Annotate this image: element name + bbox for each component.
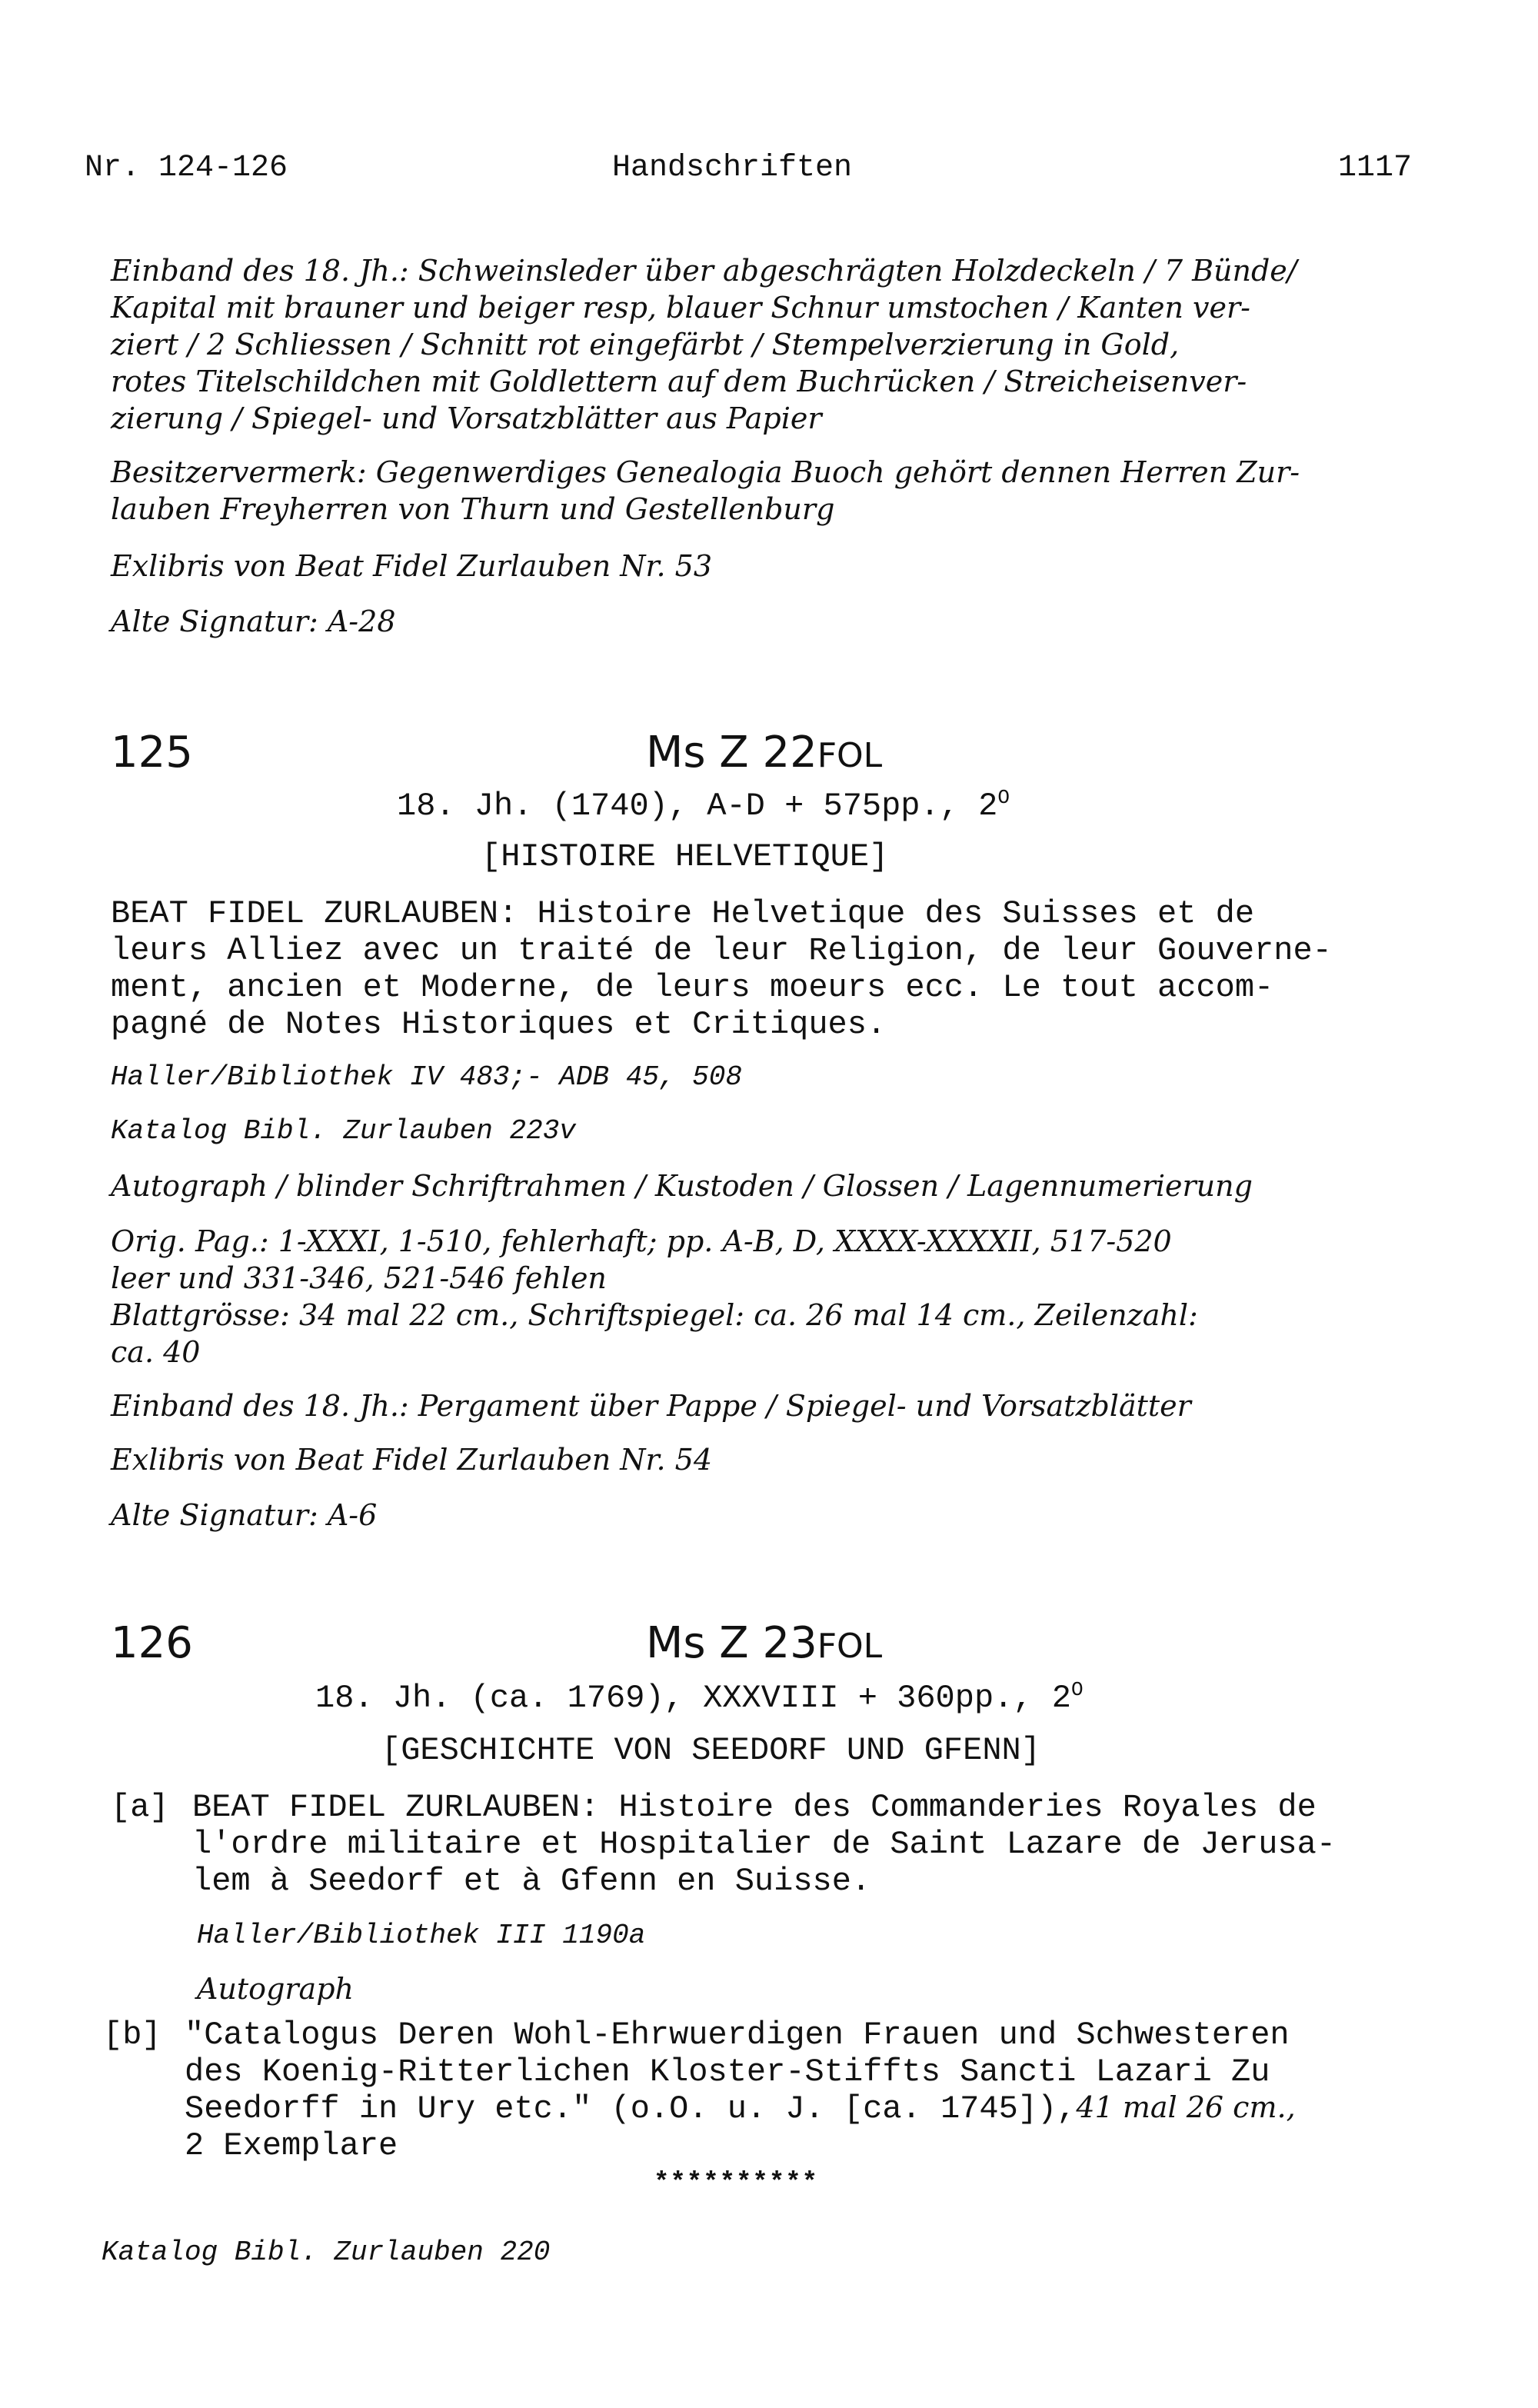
item-b-line (185, 2090, 1296, 2127)
literature-reference: Haller/Bibliothek IV 483;- ADB 45, 508 (111, 1061, 742, 1093)
exlibris-note: Exlibris von Beat Fidel Zurlauben Nr. 54 (111, 1443, 713, 1477)
shelfmark (646, 728, 882, 778)
item-label: [a] (111, 1789, 169, 1826)
footer-catalog-reference: Katalog Bibl. Zurlauben 220 (102, 2236, 551, 2268)
description-line: pagné de Notes Historiques et Critiques. (111, 1006, 887, 1043)
old-shelfmark: Alte Signatur: A-6 (111, 1498, 378, 1532)
section-separator: ********** (654, 2169, 819, 2198)
description-line: ment, ancien et Moderne, de leurs moeurs ecc. Le tout accom- (111, 969, 1274, 1006)
entry-number: 126 (111, 1618, 193, 1668)
ownership-note-line: Besitzervermerk: Gegenwerdiges Genealogia Buoch gehört dennen Herren Zur- (111, 455, 1300, 489)
item-b-line-text: Seedorff in Ury etc." (o.O. u. J. [ca. 1745]), (185, 2090, 1077, 2127)
item-a-line: lem à Seedorf et à Gfenn en Suisse. (192, 1863, 871, 1900)
ownership-note-line: lauben Freyherren von Thurn und Gestellenburg (111, 492, 835, 526)
catalog-reference: Katalog Bibl. Zurlauben 223v (111, 1115, 576, 1147)
description-line: leurs Alliez avec un traité de leur Religion, de leur Gouverne- (111, 932, 1332, 969)
autograph-note: Autograph (197, 1972, 355, 2006)
date-extent-line (397, 788, 1010, 824)
binding-line: Kapital mit brauner und beiger resp, blauer Schnur umstochen / Kanten ver- (111, 291, 1250, 325)
date-extent-text: 18. Jh. (ca. 1769), XXXVIII + 360pp., 2 (315, 1680, 1071, 1717)
work-title: [HISTOIRE HELVETIQUE] (481, 838, 889, 875)
dimensions-line: Blattgrösse: 34 mal 22 cm., Schriftspiegel: ca. 26 mal 14 cm., Zeilenzahl: (111, 1298, 1198, 1332)
header-entry-range: Nr. 124-126 (85, 151, 288, 185)
binding-line: ziert / 2 Schliessen / Schnitt rot eingefärbt / Stempelverzierung in Gold, (111, 328, 1180, 361)
pagination-line: leer und 331-346, 521-546 fehlen (111, 1261, 607, 1295)
item-b-line: "Catalogus Deren Wohl-Ehrwuerdigen Frauen und Schwesteren (185, 2017, 1290, 2053)
date-extent-line (315, 1680, 1084, 1717)
header-page-number: 1117 (1338, 151, 1413, 185)
item-b-line: 2 Exemplare (185, 2127, 398, 2164)
exlibris-note: Exlibris von Beat Fidel Zurlauben Nr. 53 (111, 549, 713, 583)
entry-number: 125 (111, 728, 193, 778)
shelfmark (646, 1618, 882, 1668)
shelfmark-main: Ms Z 22 (646, 728, 817, 778)
work-title: [GESCHICHTE VON SEEDORF UND GFENN] (381, 1732, 1040, 1769)
format-degree: O (997, 786, 1010, 809)
pagination-line: Orig. Pag.: 1-XXXI, 1-510, fehlerhaft; pp. A-B, D, XXXX-XXXXII, 517-520 (111, 1224, 1172, 1258)
date-extent-text: 18. Jh. (1740), A-D + 575pp., 2 (397, 788, 998, 824)
shelfmark-format: FOL (817, 1627, 883, 1666)
literature-reference: Haller/Bibliothek III 1190a (197, 1920, 646, 1951)
binding-line: rotes Titelschildchen mit Goldlettern auf dem Buchrücken / Streicheisenver- (111, 365, 1247, 398)
format-degree: O (1070, 1678, 1084, 1701)
binding-line: zierung / Spiegel- und Vorsatzblätter aus Papier (111, 401, 822, 435)
header-section-title: Handschriften (612, 151, 853, 185)
item-b-dimensions: 41 mal 26 cm., (1076, 2090, 1296, 2124)
item-a-line: BEAT FIDEL ZURLAUBEN: Histoire des Commanderies Royales de (192, 1789, 1317, 1826)
item-label: [b] (103, 2017, 161, 2053)
old-shelfmark: Alte Signatur: A-28 (111, 604, 396, 638)
item-b-line: des Koenig-Ritterlichen Kloster-Stiffts Sancti Lazari Zu (185, 2053, 1270, 2090)
shelfmark-format: FOL (817, 736, 883, 775)
dimensions-line: ca. 40 (111, 1335, 201, 1369)
description-line: BEAT FIDEL ZURLAUBEN: Histoire Helvetique des Suisses et de (111, 895, 1255, 932)
manuscript-features: Autograph / blinder Schriftrahmen / Kustoden / Glossen / Lagennumerierung (111, 1169, 1253, 1203)
item-a-line: l'ordre militaire et Hospitalier de Saint Lazare de Jerusa- (192, 1826, 1337, 1863)
binding-line: Einband des 18. Jh.: Pergament über Pappe / Spiegel- und Vorsatzblätter (111, 1389, 1191, 1423)
shelfmark-main: Ms Z 23 (646, 1618, 817, 1668)
binding-line: Einband des 18. Jh.: Schweinsleder über abgeschrägten Holzdeckeln / 7 Bünde/ (111, 254, 1297, 288)
